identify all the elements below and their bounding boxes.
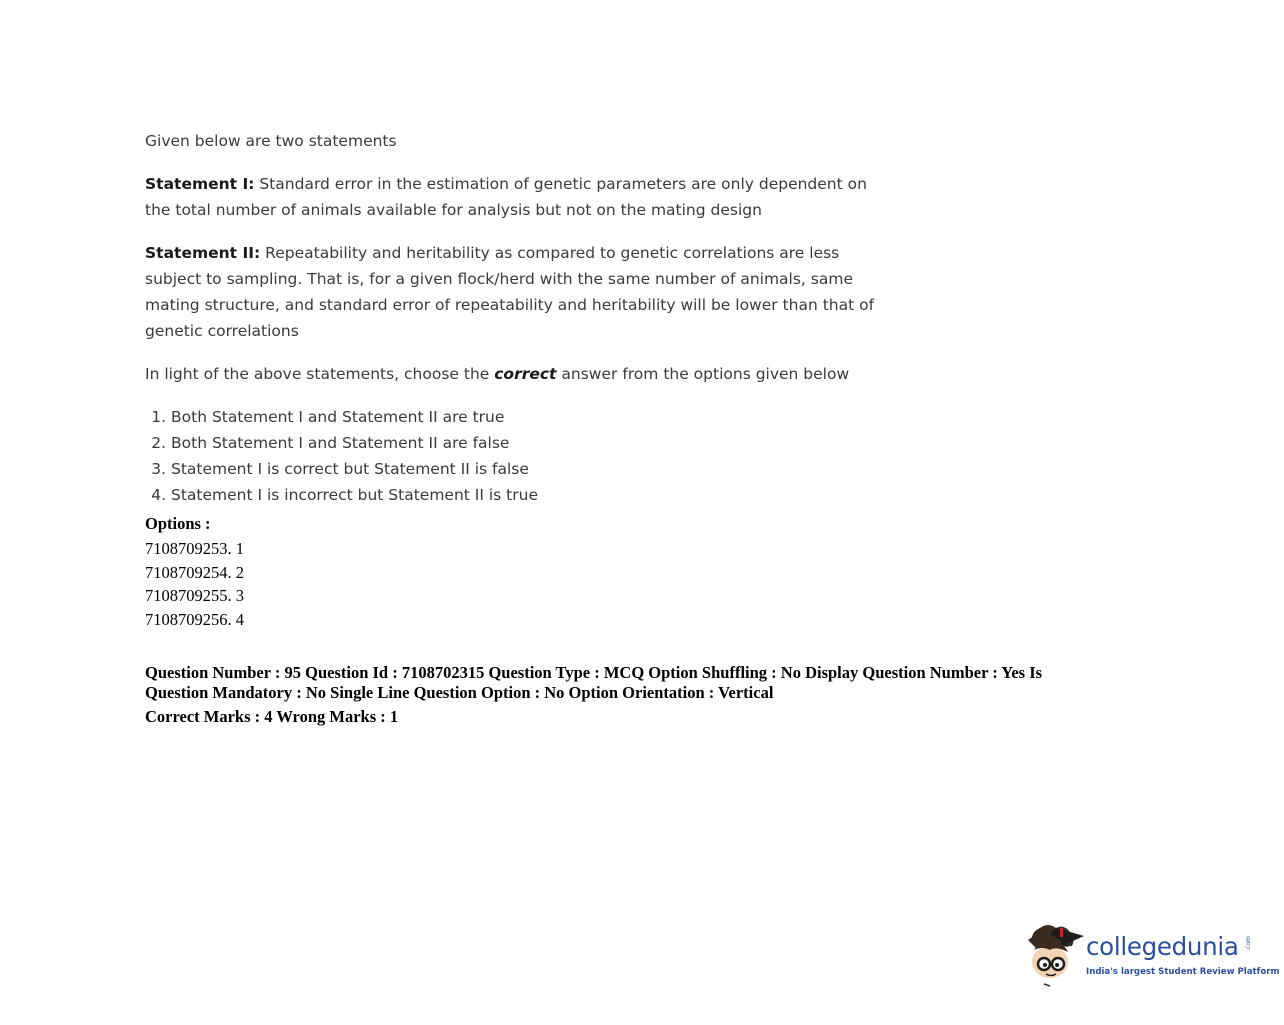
- statement-2: [145, 240, 885, 344]
- option-item: 7108709254. 2: [145, 562, 244, 582]
- instruction-after: answer from the options given below: [556, 365, 850, 383]
- question-instruction: [145, 361, 885, 387]
- question-meta: [145, 663, 1105, 703]
- answer-item: [145, 482, 885, 508]
- statement-1-text: Standard error in the estimation of genetic parameters are only dependent on the total number of animals available for analysis but not on the mating design: [145, 175, 867, 219]
- question-marks: Correct Marks : 4 Wrong Marks : 1: [145, 707, 399, 726]
- question-block: [145, 128, 885, 508]
- question-intro: Given below are two statements: [145, 132, 397, 150]
- option-item: 7108709253. 1: [145, 539, 244, 558]
- answer-number: 1.: [151, 408, 166, 426]
- statement-2-label: Statement II:: [145, 244, 261, 262]
- options-heading: Options :: [145, 514, 211, 533]
- answer-text: Both Statement I and Statement II are true: [171, 408, 505, 426]
- answer-list: [145, 404, 885, 508]
- answer-text: Both Statement I and Statement II are false: [171, 434, 510, 452]
- meta-line-2: Question Mandatory : No Single Line Question Option : No Option Orientation : Vertical: [145, 683, 774, 702]
- options-list: [145, 537, 244, 632]
- instruction-emphasis: correct: [494, 365, 557, 383]
- statement-1-label: Statement I:: [145, 175, 255, 193]
- option-item: 7108709255. 3: [145, 586, 244, 606]
- mascot-icon: [1026, 918, 1088, 990]
- answer-text: Statement I is correct but Statement II is false: [171, 460, 529, 478]
- answer-number: 2.: [151, 434, 166, 452]
- logo-com: .com: [1244, 936, 1252, 951]
- meta-line-1: Question Number : 95 Question Id : 7108702315 Question Type : MCQ Option Shuffling : No Display Question Number : Yes Is: [145, 663, 1043, 682]
- collegedunia-logo: [1026, 918, 1280, 990]
- answer-item: [145, 430, 885, 456]
- logo-wordmark: collegedunia: [1086, 932, 1239, 961]
- statement-2-text: Repeatability and heritability as compared to genetic correlations are less subject to sampling. That is, for a given flock/herd with the same number of animals, same mating structure, and standard error of repeatability and heritability will be lower than that of genetic correlations: [145, 244, 875, 340]
- instruction-before: In light of the above statements, choose the: [145, 365, 495, 383]
- answer-item: [145, 404, 885, 430]
- answer-number: 4.: [151, 486, 166, 504]
- statement-1: [145, 171, 885, 223]
- answer-text: Statement I is incorrect but Statement II is true: [171, 486, 538, 504]
- logo-tagline: India's largest Student Review Platform: [1086, 967, 1280, 977]
- option-item: 7108709256. 4: [145, 610, 244, 630]
- answer-item: [145, 456, 885, 482]
- answer-number: 3.: [151, 460, 166, 478]
